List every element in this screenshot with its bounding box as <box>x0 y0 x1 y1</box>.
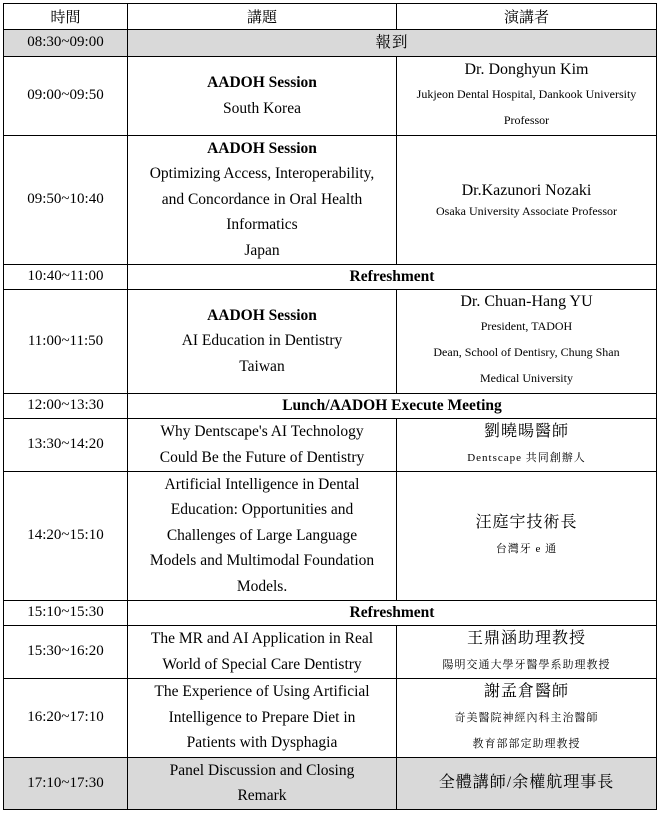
topic-line: and Concordance in Oral Health <box>161 190 363 208</box>
speaker-detail: 教育部部定助理教授 <box>472 737 581 750</box>
topic-cell <box>128 757 397 809</box>
speaker-detail: Dean, School of Dentisry, Chung Shan <box>433 345 620 359</box>
topic-cell <box>128 625 397 678</box>
table-row <box>4 678 657 757</box>
table-row <box>4 135 657 264</box>
topic-line: Models. <box>236 577 288 595</box>
time-cell: 09:50~10:40 <box>4 135 128 264</box>
speaker-cell <box>397 471 657 600</box>
topic-line: Taiwan <box>239 357 285 375</box>
header-topic: 講題 <box>128 4 397 30</box>
speaker-detail: President, TADOH <box>480 319 573 333</box>
table-row <box>4 264 657 289</box>
speaker-cell <box>397 56 657 135</box>
speaker-detail: Professor <box>503 112 550 127</box>
time-cell: 11:00~11:50 <box>4 289 128 393</box>
topic-line: The Experience of Using Artificial <box>154 683 370 701</box>
topic-line: AI Education in Dentistry <box>181 332 343 350</box>
topic-line: World of Special Care Dentistry <box>162 655 362 673</box>
time-cell: 10:40~11:00 <box>4 264 128 289</box>
speaker-name: Dr.Kazunori Nozaki <box>461 181 592 199</box>
topic-line: Education: Opportunities and <box>170 501 354 519</box>
session-label: AADOH Session <box>207 139 317 157</box>
topic-line: South Korea <box>223 99 301 117</box>
topic-cell <box>128 471 397 600</box>
topic-line: Could Be the Future of Dentistry <box>159 448 365 466</box>
span-cell: 報到 <box>128 30 657 57</box>
speaker-detail: 奇美醫院神經內科主治醫師 <box>454 711 599 724</box>
topic-line: Why Dentscape's AI Technology <box>160 423 364 440</box>
topic-line: Challenges of Large Language <box>166 526 358 544</box>
table-row <box>4 471 657 600</box>
speaker-cell <box>397 625 657 678</box>
time-cell: 14:20~15:10 <box>4 471 128 600</box>
topic-line: Optimizing Access, Interoperability, <box>149 165 375 183</box>
speaker-detail: Dentscape 共同創辦人 <box>467 451 586 464</box>
topic-cell <box>128 418 397 471</box>
session-label: AADOH Session <box>207 74 317 91</box>
speaker-detail: 台灣牙 e 通 <box>495 542 558 555</box>
speaker-name: Dr. Chuan-Hang YU <box>460 293 593 310</box>
speaker-detail: Medical University <box>480 371 573 385</box>
topic-line: Models and Multimodal Foundation <box>149 552 375 570</box>
speaker-name: 劉曉暘醫師 <box>483 422 569 440</box>
table-row <box>4 418 657 471</box>
time-cell: 08:30~09:00 <box>4 30 128 57</box>
topic-line: Informatics <box>226 216 298 234</box>
topic-line: Patients with Dysphagia <box>186 734 338 752</box>
time-cell: 13:30~14:20 <box>4 418 128 471</box>
header-speaker: 演講者 <box>397 4 657 30</box>
speaker-name: 全體講師/余權航理事長 <box>438 774 615 791</box>
topic-cell <box>128 135 397 264</box>
speaker-cell <box>397 289 657 393</box>
topic-line: The MR and AI Application in Real <box>150 630 374 647</box>
span-cell: Lunch/AADOH Execute Meeting <box>128 393 657 418</box>
table-row <box>4 393 657 418</box>
agenda-table <box>3 3 657 810</box>
session-label: AADOH Session <box>207 306 317 324</box>
header-row <box>4 4 657 30</box>
table-row <box>4 757 657 809</box>
span-cell: Refreshment <box>128 600 657 625</box>
table-row <box>4 56 657 135</box>
speaker-detail: 陽明交通大學牙醫學系助理教授 <box>442 658 611 671</box>
time-cell: 17:10~17:30 <box>4 757 128 809</box>
speaker-name: 汪庭宇技術長 <box>475 513 578 531</box>
topic-line: Panel Discussion and Closing <box>169 761 355 779</box>
speaker-cell <box>397 678 657 757</box>
time-cell: 09:00~09:50 <box>4 56 128 135</box>
span-cell: Refreshment <box>128 264 657 289</box>
table-row <box>4 30 657 57</box>
topic-line: Intelligence to Prepare Diet in <box>168 708 356 726</box>
table-row <box>4 625 657 678</box>
table-row <box>4 600 657 625</box>
speaker-cell <box>397 135 657 264</box>
header-time: 時間 <box>4 4 128 30</box>
speaker-name: 謝孟倉醫師 <box>483 682 569 700</box>
speaker-name: Dr. Donghyun Kim <box>464 60 589 78</box>
topic-cell <box>128 56 397 135</box>
topic-line: Artificial Intelligence in Dental <box>164 475 360 493</box>
time-cell: 12:00~13:30 <box>4 393 128 418</box>
topic-cell <box>128 289 397 393</box>
topic-line: Remark <box>237 787 287 804</box>
time-cell: 16:20~17:10 <box>4 678 128 757</box>
speaker-name: 王鼎涵助理教授 <box>466 629 586 647</box>
topic-line: Japan <box>244 241 280 259</box>
time-cell: 15:10~15:30 <box>4 600 128 625</box>
speaker-detail: Jukjeon Dental Hospital, Dankook University <box>416 86 637 101</box>
topic-cell <box>128 678 397 757</box>
table-row <box>4 289 657 393</box>
speaker-cell <box>397 757 657 809</box>
time-cell: 15:30~16:20 <box>4 625 128 678</box>
speaker-detail: Osaka University Associate Professor <box>436 203 617 218</box>
speaker-cell <box>397 418 657 471</box>
